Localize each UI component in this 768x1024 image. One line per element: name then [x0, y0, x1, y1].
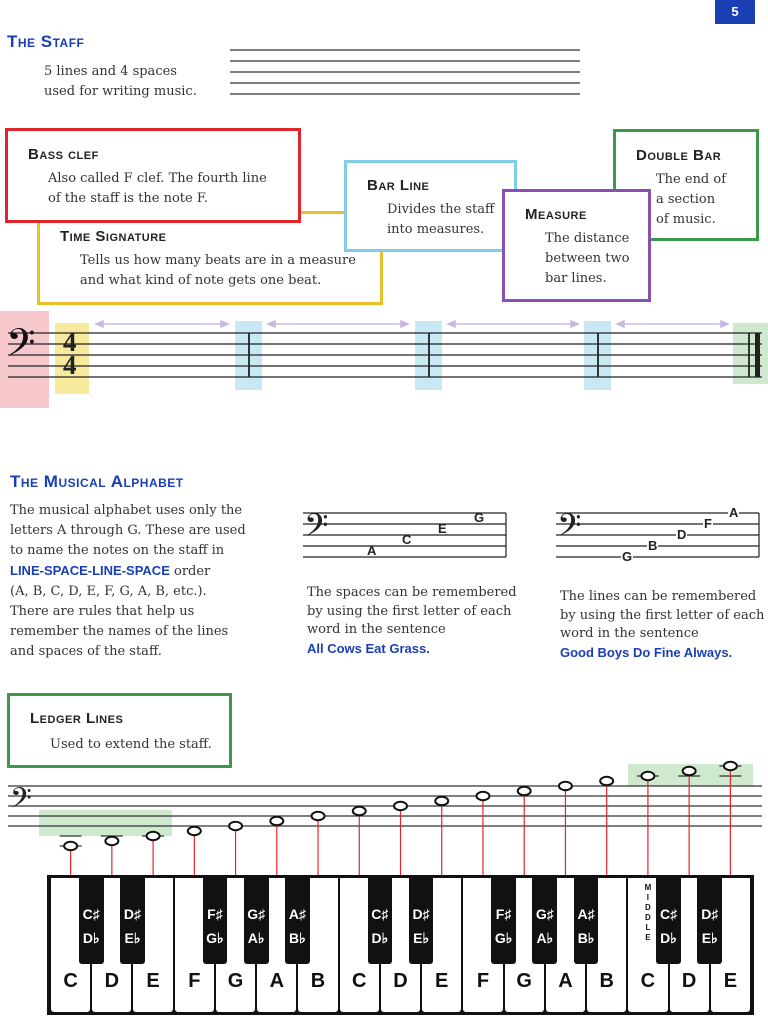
measure-arrows [96, 321, 728, 327]
musical-alphabet-paragraph [10, 501, 260, 662]
line-note-d: D [677, 527, 687, 542]
white-key-label: A [269, 970, 285, 992]
double-bar-text2: a section [656, 192, 716, 207]
ledger-lines-desc: Used to extend the staff. [50, 737, 212, 752]
whole-note [312, 812, 325, 820]
double-bar-text3: of music. [656, 212, 716, 227]
black-key[interactable] [574, 878, 599, 964]
black-key[interactable] [409, 878, 434, 964]
black-key-flat-label: G♭ [494, 930, 513, 946]
black-key-sharp-label: D♯ [412, 906, 430, 922]
double-bar-text1: The end of [656, 172, 727, 187]
bass-clef-symbol: 𝄢 [6, 320, 36, 374]
ledger-lines-title: Ledger Lines [30, 710, 124, 727]
white-key-label: C [63, 970, 78, 992]
black-key-sharp-label: F♯ [495, 906, 512, 922]
lines-bass-clef: 𝄢 [557, 507, 582, 551]
black-key-sharp-label: A♯ [288, 906, 306, 922]
space-note-g: G [474, 510, 485, 525]
white-key-label: F [476, 970, 490, 992]
lines-caption [560, 588, 764, 662]
whole-note [641, 772, 654, 780]
line-space-highlight: LINE-SPACE-LINE-SPACE [10, 563, 170, 578]
time-signature-text1: Tells us how many beats are in a measure [80, 253, 356, 268]
spaces-caption-line1: The spaces can be remembered [307, 585, 517, 600]
black-key-flat-label: B♭ [289, 930, 306, 946]
measure-text2: between two [545, 251, 630, 266]
whole-note [105, 837, 118, 845]
bar-line-text2: into measures. [387, 222, 485, 237]
space-note-e: E [438, 521, 447, 536]
line-note-f: F [704, 516, 712, 531]
time-signature-top: 4 [63, 327, 77, 357]
ledger-staff [0, 760, 768, 880]
bass-clef-text2: of the staff is the note F. [48, 191, 208, 206]
alphabet-line-7: remember the names of the lines [10, 624, 229, 639]
black-key-sharp-label: A♯ [577, 906, 595, 922]
black-key[interactable] [697, 878, 722, 964]
white-key-label: E [146, 970, 160, 992]
whole-note [353, 807, 366, 815]
double-bar-title: Double Bar [636, 147, 722, 164]
alphabet-line-8: and spaces of the staff. [10, 644, 162, 659]
white-key-label: E [723, 970, 738, 992]
white-key-label: D [393, 970, 408, 992]
whole-note [147, 832, 160, 840]
ledger-bass-clef: 𝄢 [10, 782, 32, 822]
line-note-b: B [648, 538, 658, 553]
bass-clef-text1: Also called F clef. The fourth line [48, 171, 267, 186]
black-key-flat-label: G♭ [206, 930, 224, 946]
alphabet-line-6: There are rules that help us [10, 604, 195, 619]
main-staff [0, 315, 768, 395]
musical-alphabet-title: The Musical Alphabet [10, 472, 184, 491]
black-key-flat-label: B♭ [577, 930, 595, 946]
black-key[interactable] [491, 878, 516, 964]
bar-line-text1: Divides the staff [387, 202, 495, 217]
time-signature-title: Time Signature [60, 228, 167, 245]
black-key-flat-label: E♭ [701, 930, 718, 946]
bar-line-callout [344, 160, 517, 252]
example-staff [230, 46, 582, 98]
middle-letter: I [646, 893, 650, 902]
black-key[interactable] [203, 878, 228, 964]
black-key-flat-label: A♭ [247, 930, 265, 946]
black-key-sharp-label: F♯ [207, 906, 223, 922]
whole-note [64, 842, 77, 850]
black-key[interactable] [244, 878, 269, 964]
black-key[interactable] [285, 878, 310, 964]
alphabet-line-4 [10, 561, 260, 582]
black-key-sharp-label: C♯ [659, 906, 678, 922]
staff-title: The Staff [7, 32, 85, 51]
whole-note [435, 797, 448, 805]
white-key-label: C [352, 970, 367, 992]
spaces-caption [307, 584, 517, 658]
bass-clef-callout [5, 128, 301, 223]
black-key-flat-label: E♭ [413, 930, 430, 946]
black-key-flat-label: A♭ [536, 930, 554, 946]
black-key[interactable] [79, 878, 104, 964]
line-note-g: G [622, 549, 633, 564]
white-key-label: F [188, 970, 201, 992]
white-key-label: B [310, 970, 326, 992]
black-key-sharp-label: G♯ [535, 906, 554, 922]
white-key-label: D [104, 970, 120, 992]
bass-clef-title: Bass clef [28, 146, 99, 163]
spaces-mnemonic: All Cows Eat Grass. [307, 640, 430, 656]
line-note-a: A [729, 505, 739, 520]
middle-c-label [642, 883, 654, 943]
lines-caption-line1: The lines can be remembered [560, 589, 757, 604]
whole-note [559, 782, 572, 790]
whole-note [476, 792, 489, 800]
white-key-label: G [227, 970, 244, 992]
time-signature-callout [37, 211, 383, 305]
whole-note [394, 802, 407, 810]
black-key-sharp-label: C♯ [371, 906, 389, 922]
alphabet-line-5: (A, B, C, D, E, F, G, A, B, etc.). [10, 584, 207, 599]
spaces-caption-line2: by using the first letter of each [307, 603, 512, 619]
black-key-sharp-label: G♯ [247, 906, 266, 922]
staff-desc-line2: used for writing music. [44, 84, 197, 99]
black-key-flat-label: D♭ [82, 930, 100, 946]
white-key-label: B [599, 970, 614, 992]
time-signature-text2: and what kind of note gets one beat. [80, 273, 322, 288]
space-note-a: A [367, 543, 377, 558]
lines-mnemonic: Good Boys Do Fine Always. [560, 644, 733, 660]
time-signature-bottom: 4 [63, 350, 77, 380]
measure-text1: The distance [545, 231, 630, 246]
lines-caption-line3: word in the sentence [560, 626, 699, 641]
measure-title: Measure [525, 206, 587, 223]
black-key[interactable] [368, 878, 393, 964]
spaces-caption-line3: word in the sentence [307, 622, 446, 637]
white-key-label: C [640, 970, 656, 992]
whole-note [270, 817, 283, 825]
space-note-c: C [402, 532, 412, 547]
bar-line-title: Bar Line [367, 177, 430, 194]
lines-caption-line2: by using the first letter of each [560, 607, 765, 623]
measure-text3: bar lines. [545, 271, 607, 286]
black-key-flat-label: E♭ [124, 930, 141, 946]
middle-letter: D [645, 903, 651, 912]
measure-callout [502, 189, 651, 302]
whole-note [683, 767, 696, 775]
middle-letter: L [645, 923, 651, 932]
whole-note [229, 822, 242, 830]
middle-letter: M [644, 883, 652, 892]
piano-keyboard [47, 875, 754, 1015]
alphabet-line-2: letters A through G. These are used [10, 523, 246, 538]
whole-note [188, 827, 201, 835]
whole-note [600, 777, 613, 785]
black-key-sharp-label: D♯ [123, 906, 142, 922]
whole-note [518, 787, 531, 795]
alphabet-line-3: to name the notes on the staff in [10, 543, 225, 558]
ledger-lines-callout [7, 693, 232, 768]
spaces-bass-clef: 𝄢 [304, 507, 329, 551]
black-key[interactable] [656, 878, 681, 964]
page-number: 5 [715, 0, 755, 24]
alphabet-order-suffix: order [169, 564, 211, 579]
staff-desc-line1: 5 lines and 4 spaces [44, 64, 177, 79]
black-key-flat-label: D♭ [371, 930, 389, 946]
white-key-label: E [435, 970, 449, 992]
black-key-flat-label: D♭ [660, 930, 677, 946]
black-key[interactable] [120, 878, 145, 964]
white-key-label: D [681, 970, 697, 992]
black-key-sharp-label: D♯ [701, 906, 719, 922]
middle-letter: D [645, 913, 651, 922]
whole-note [724, 762, 737, 770]
middle-letter: E [645, 933, 651, 942]
white-key-label: A [558, 970, 573, 992]
alphabet-line-1: The musical alphabet uses only the [10, 503, 243, 518]
black-key-sharp-label: C♯ [82, 906, 100, 922]
black-key[interactable] [532, 878, 557, 964]
white-key-label: G [516, 970, 532, 992]
